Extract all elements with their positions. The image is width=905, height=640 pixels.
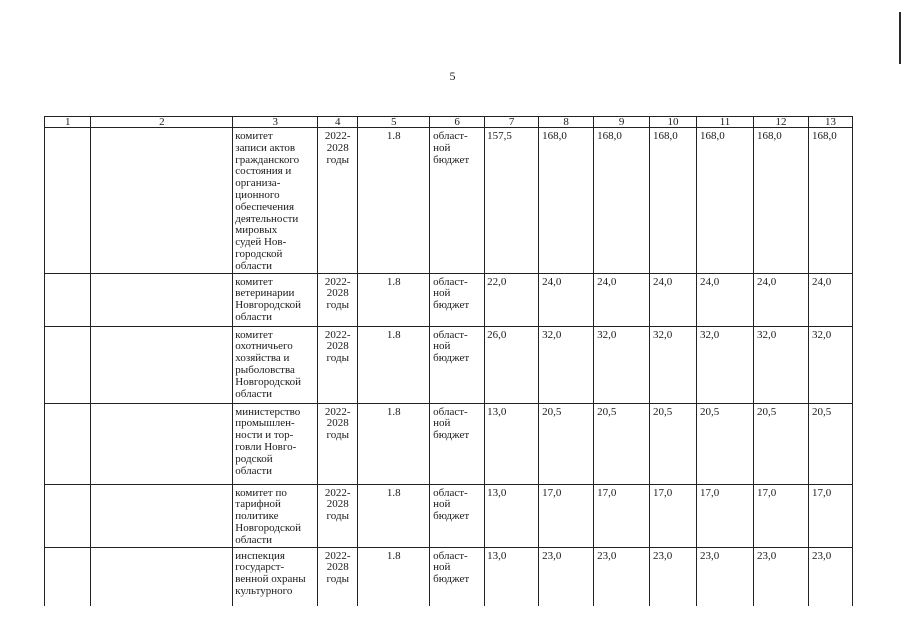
cell-line: обеспечения: [235, 200, 295, 213]
column-header: 11: [697, 117, 754, 128]
cell-line: 2028: [326, 340, 349, 353]
cell-line: област-: [433, 130, 468, 142]
code-cell: 1.8: [358, 403, 430, 484]
value-cell: 24,0: [697, 273, 754, 326]
value-cell: 20,5: [594, 403, 650, 484]
column-header: 10: [650, 117, 697, 128]
value-cell: 32,0: [697, 326, 754, 403]
cell-line: годы: [326, 429, 349, 442]
cell-line: ности и тор-: [235, 429, 294, 442]
code-cell: 1.8: [358, 128, 430, 274]
value-cell: 13,0: [485, 403, 539, 484]
cell-line: Новгородской: [235, 375, 302, 388]
value-cell: 168,0: [650, 128, 697, 274]
funding-source-cell: [430, 484, 485, 547]
cell-line: области: [235, 464, 273, 477]
cell-line: бюджет: [433, 352, 470, 365]
cell-line: области: [235, 310, 273, 323]
column-header: 9: [594, 117, 650, 128]
cell-line: Новгородской: [235, 521, 302, 534]
value-cell: 20,5: [650, 403, 697, 484]
cell-line: деятельности: [235, 212, 299, 225]
agency-cell: [233, 547, 318, 606]
cell-line: ной: [433, 141, 451, 154]
cell-line: 2028: [326, 141, 349, 154]
cell-line: гражданского: [235, 153, 300, 166]
value-cell: 20,5: [697, 403, 754, 484]
cell-line: комитет: [235, 130, 273, 142]
cell-line: 2022-: [324, 130, 351, 142]
cell-line: област-: [433, 275, 468, 288]
cell-line: родской: [235, 452, 273, 465]
cell-line: тарифной: [235, 498, 281, 511]
value-cell: 168,0: [697, 128, 754, 274]
value-cell: 24,0: [808, 273, 852, 326]
value-cell: 23,0: [650, 547, 697, 606]
cell-line: 2028: [326, 417, 349, 430]
cell-line: охотничьего: [235, 340, 293, 353]
cell-line: ной: [433, 417, 451, 430]
value-cell: 24,0: [594, 273, 650, 326]
column-header: 13: [808, 117, 852, 128]
cell-line: бюджет: [433, 510, 470, 523]
table-row: [45, 128, 853, 274]
value-cell: 22,0: [485, 273, 539, 326]
cell-line: комитет по: [235, 486, 287, 499]
value-cell: 23,0: [753, 547, 808, 606]
cell-line: рыболовства: [235, 363, 295, 376]
cell-line: городской: [235, 247, 283, 260]
cell-line: государст-: [235, 561, 285, 574]
column-header: 3: [233, 117, 318, 128]
cell-line: 2022-: [324, 405, 351, 418]
cell-col-2: [91, 484, 233, 547]
value-cell: 32,0: [539, 326, 594, 403]
cell-line: области: [235, 387, 273, 400]
cell-line: комитет: [235, 275, 273, 288]
cell-line: бюджет: [433, 299, 470, 312]
funding-source-cell: [430, 273, 485, 326]
column-header: 8: [539, 117, 594, 128]
value-cell: 20,5: [808, 403, 852, 484]
code-cell: 1.8: [358, 273, 430, 326]
cell-line: ционного: [235, 188, 280, 201]
value-cell: 32,0: [808, 326, 852, 403]
column-header: 7: [485, 117, 539, 128]
cell-line: промышлен-: [235, 417, 295, 430]
cell-line: венной охраны: [235, 573, 306, 586]
cell-line: судей Нов-: [235, 236, 287, 249]
column-header: 6: [430, 117, 485, 128]
value-cell: 32,0: [753, 326, 808, 403]
cell-line: 2022-: [324, 328, 351, 341]
table-row: [45, 273, 853, 326]
value-cell: 17,0: [808, 484, 852, 547]
cell-line: ной: [433, 287, 451, 300]
value-cell: 26,0: [485, 326, 539, 403]
cell-line: 2028: [326, 287, 349, 300]
cell-line: област-: [433, 549, 468, 562]
budget-table: [45, 117, 853, 606]
period-cell: [318, 547, 358, 606]
column-header: 2: [91, 117, 233, 128]
header-row: [45, 117, 853, 128]
table-row: [45, 547, 853, 606]
cell-line: бюджет: [433, 429, 470, 442]
value-cell: 23,0: [539, 547, 594, 606]
cell-col-2: [91, 326, 233, 403]
period-cell: [318, 273, 358, 326]
value-cell: 32,0: [594, 326, 650, 403]
value-cell: 20,5: [753, 403, 808, 484]
value-cell: 24,0: [753, 273, 808, 326]
value-cell: 13,0: [485, 484, 539, 547]
cell-line: 2022-: [324, 486, 351, 499]
code-cell: 1.8: [358, 484, 430, 547]
cell-line: годы: [326, 153, 349, 166]
cell-line: годы: [326, 352, 349, 365]
table-row: [45, 403, 853, 484]
cell-line: годы: [326, 510, 349, 523]
cell-line: культурного: [235, 584, 293, 597]
cell-line: ной: [433, 561, 451, 574]
cell-line: ветеринарии: [235, 287, 295, 300]
agency-cell: [233, 403, 318, 484]
cell-line: област-: [433, 328, 468, 341]
cell-line: Новгородской: [235, 299, 302, 312]
column-header: 12: [753, 117, 808, 128]
cell-col-1: [45, 326, 91, 403]
table-body: [45, 117, 853, 606]
cell-col-1: [45, 403, 91, 484]
value-cell: 157,5: [485, 128, 539, 274]
agency-cell: [233, 128, 318, 274]
funding-source-cell: [430, 403, 485, 484]
cell-line: области: [235, 259, 273, 272]
cell-col-2: [91, 273, 233, 326]
cell-line: бюджет: [433, 573, 470, 586]
value-cell: 24,0: [650, 273, 697, 326]
value-cell: 168,0: [594, 128, 650, 274]
value-cell: 17,0: [697, 484, 754, 547]
cell-line: говли Новго-: [235, 440, 297, 453]
cell-col-1: [45, 484, 91, 547]
value-cell: 17,0: [594, 484, 650, 547]
period-cell: [318, 484, 358, 547]
period-cell: [318, 403, 358, 484]
value-cell: 168,0: [808, 128, 852, 274]
agency-cell: [233, 484, 318, 547]
value-cell: 17,0: [650, 484, 697, 547]
code-cell: 1.8: [358, 547, 430, 606]
cell-line: област-: [433, 486, 468, 499]
cell-line: мировых: [235, 224, 278, 237]
funding-source-cell: [430, 326, 485, 403]
page-number: 5: [449, 69, 456, 83]
cell-line: 2028: [326, 498, 349, 511]
agency-cell: [233, 273, 318, 326]
table-row: [45, 326, 853, 403]
value-cell: 17,0: [753, 484, 808, 547]
cell-line: состояния и: [235, 165, 292, 178]
cell-col-2: [91, 403, 233, 484]
cell-line: ной: [433, 340, 451, 353]
cell-line: 2028: [326, 561, 349, 574]
cell-line: бюджет: [433, 153, 470, 166]
cell-col-2: [91, 128, 233, 274]
cell-line: организа-: [235, 177, 281, 190]
cell-col-1: [45, 547, 91, 606]
cell-line: област-: [433, 405, 468, 418]
cell-line: комитет: [235, 328, 273, 341]
cell-line: 2022-: [324, 275, 351, 288]
cell-line: ной: [433, 498, 451, 511]
cell-line: политике: [235, 510, 279, 523]
cell-col-2: [91, 547, 233, 606]
value-cell: 17,0: [539, 484, 594, 547]
period-cell: [318, 128, 358, 274]
funding-source-cell: [430, 547, 485, 606]
value-cell: 23,0: [594, 547, 650, 606]
value-cell: 24,0: [539, 273, 594, 326]
agency-cell: [233, 326, 318, 403]
table-row: [45, 484, 853, 547]
code-cell: 1.8: [358, 326, 430, 403]
cell-line: области: [235, 533, 273, 546]
value-cell: 168,0: [753, 128, 808, 274]
value-cell: 168,0: [539, 128, 594, 274]
cell-line: годы: [326, 299, 349, 312]
funding-source-cell: [430, 128, 485, 274]
cell-col-1: [45, 273, 91, 326]
period-cell: [318, 326, 358, 403]
cell-line: годы: [326, 573, 349, 586]
column-header: 4: [318, 117, 358, 128]
cell-line: инспекция: [235, 549, 285, 562]
cell-line: записи актов: [235, 141, 296, 154]
cell-line: хозяйства и: [235, 352, 290, 365]
column-header: 1: [45, 117, 91, 128]
value-cell: 32,0: [650, 326, 697, 403]
value-cell: 23,0: [808, 547, 852, 606]
cell-col-1: [45, 128, 91, 274]
budget-table-container: [44, 116, 853, 606]
value-cell: 13,0: [485, 547, 539, 606]
value-cell: 20,5: [539, 403, 594, 484]
cell-line: министерство: [235, 405, 301, 418]
page-edge-mark: [899, 12, 901, 64]
column-header: 5: [358, 117, 430, 128]
value-cell: 23,0: [697, 547, 754, 606]
cell-line: 2022-: [324, 549, 351, 562]
